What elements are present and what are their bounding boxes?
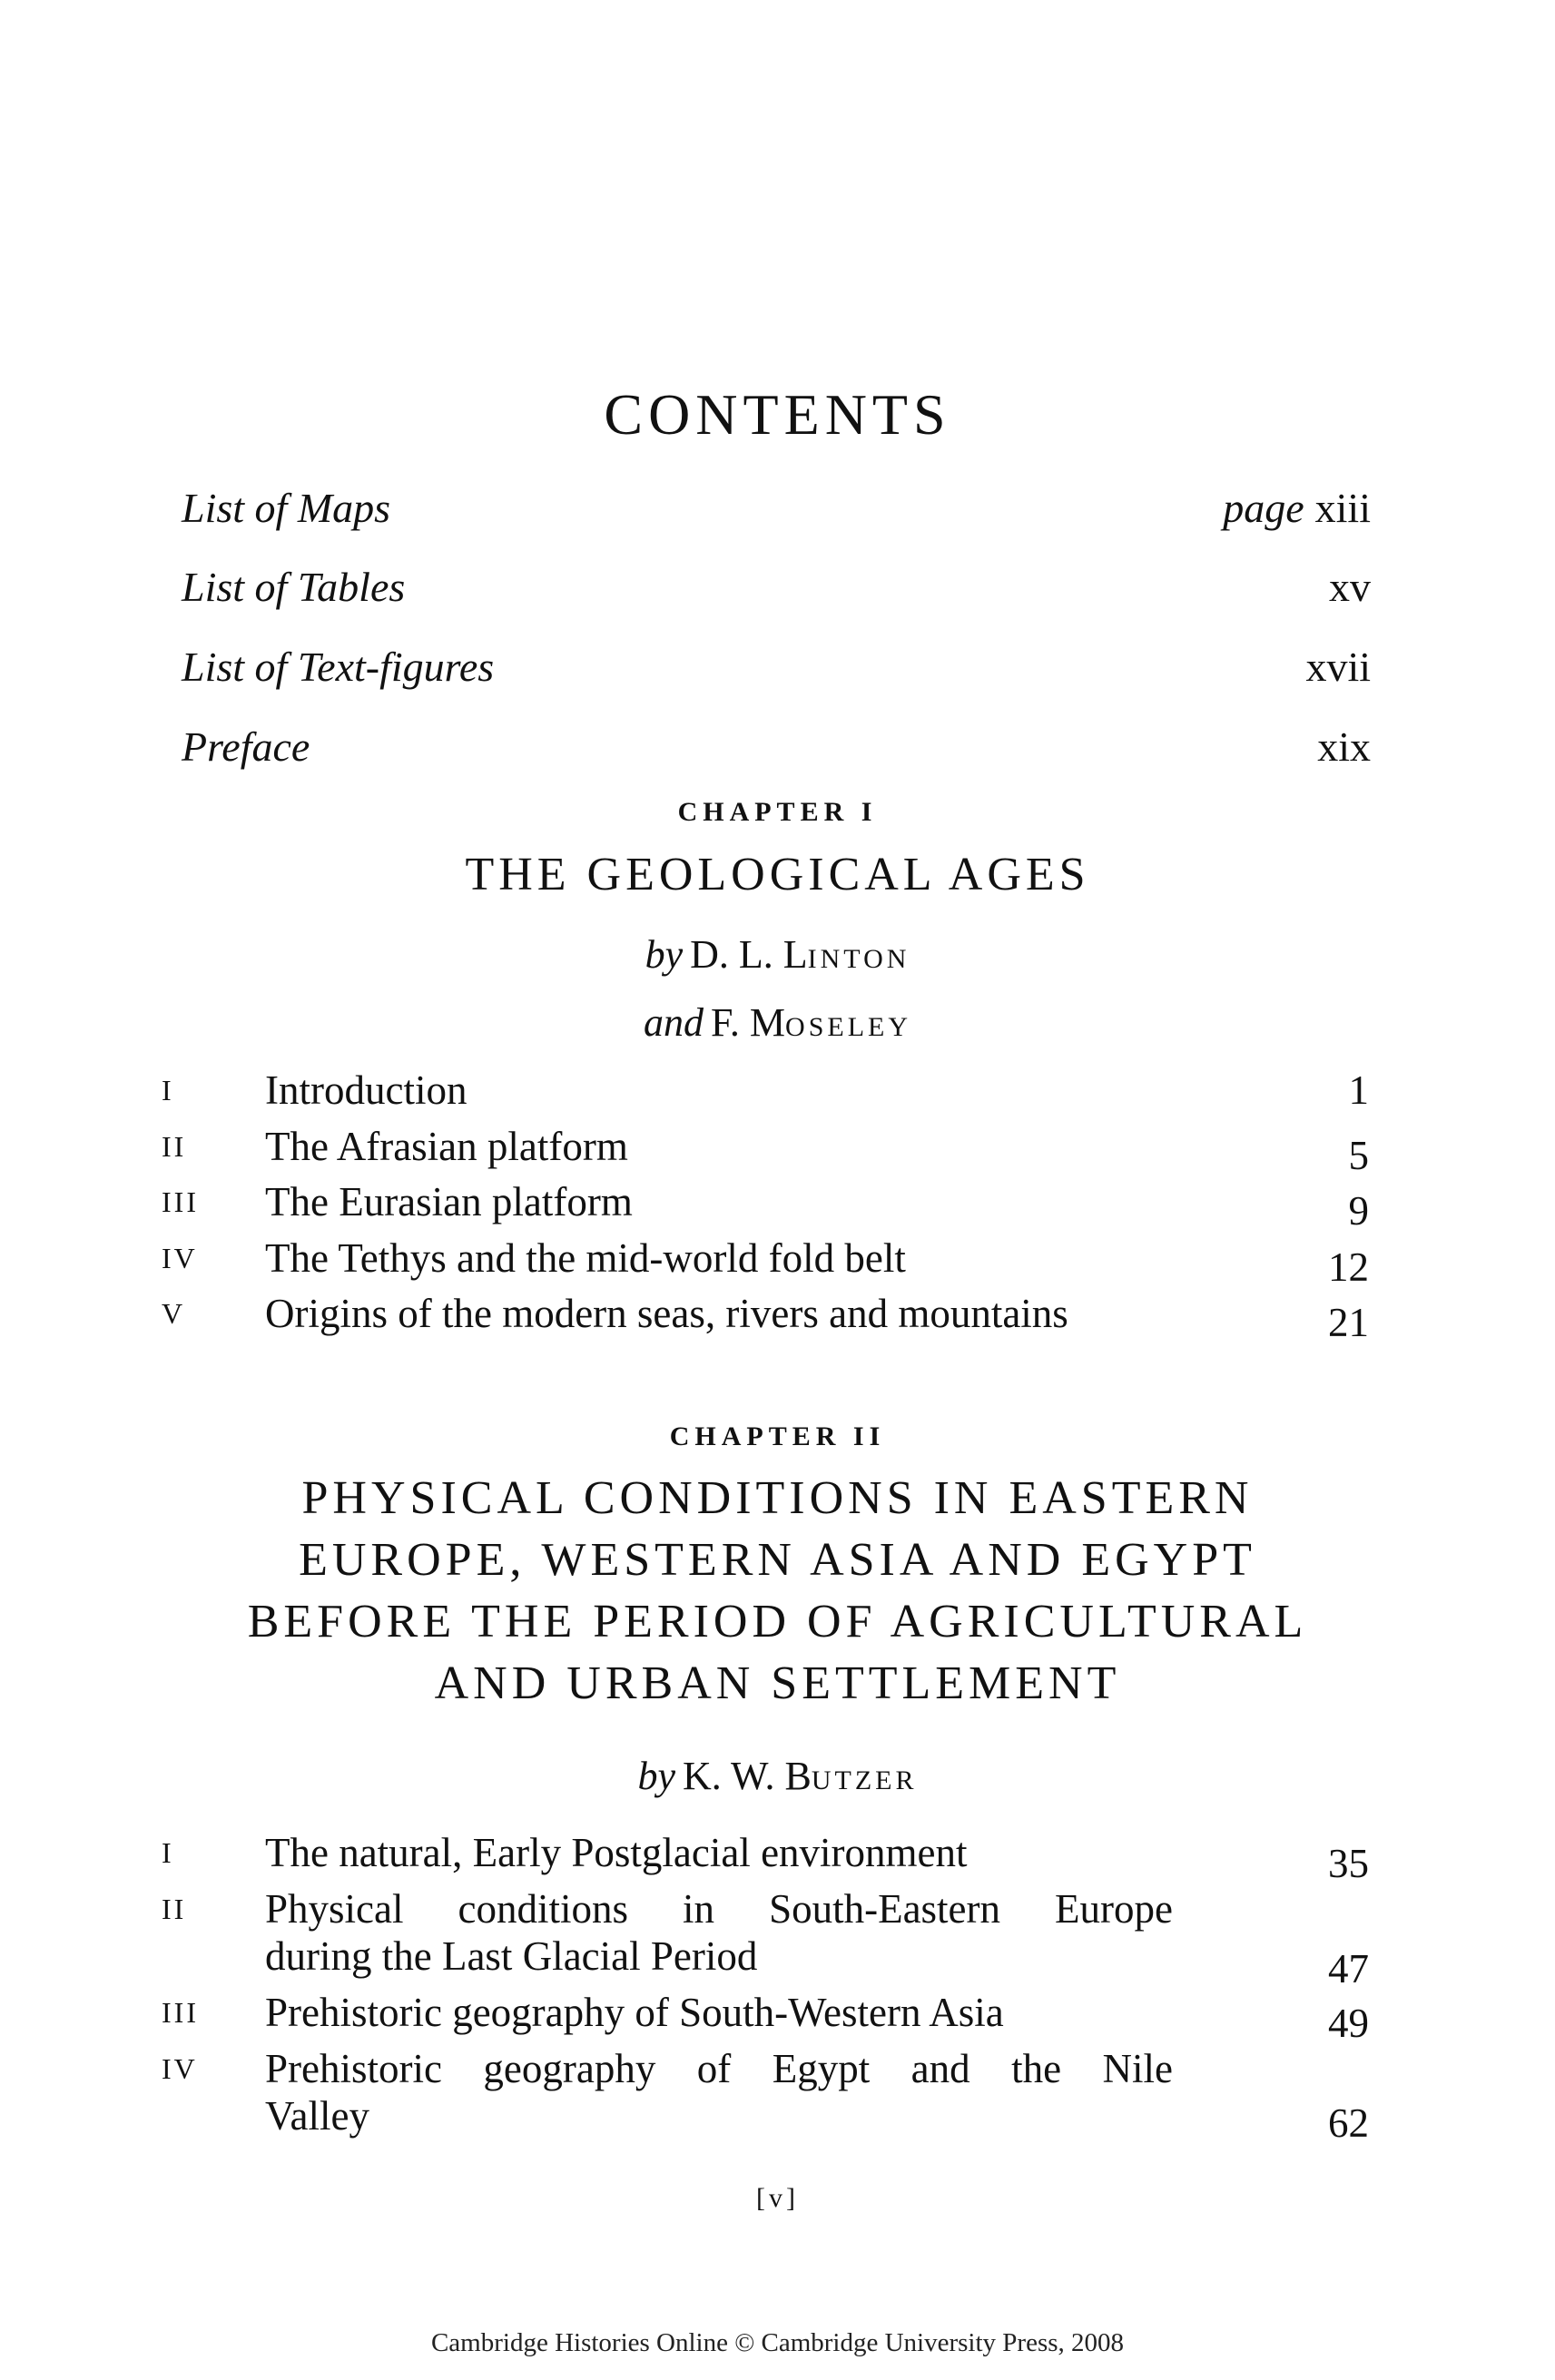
folio: [v] xyxy=(756,2183,799,2213)
author-initials: F. xyxy=(710,1000,740,1045)
section-title: Prehistoric geography of South-Western Asia xyxy=(265,1990,1004,2035)
section-number: III xyxy=(162,1185,199,1218)
front-matter-row xyxy=(182,720,1371,774)
author-prefix: and xyxy=(643,1000,704,1045)
section-page: 49 xyxy=(1328,2001,1369,2046)
front-matter-label: List of Maps xyxy=(182,485,391,531)
chapter-title-line: AND URBAN SETTLEMENT xyxy=(434,1657,1121,1709)
front-matter-row xyxy=(182,481,1371,536)
toc-entry xyxy=(162,1178,1369,1234)
section-number: I xyxy=(162,1836,174,1869)
section-page: 21 xyxy=(1328,1300,1369,1345)
chapter-author xyxy=(0,1756,1555,1796)
author-surname-rest: UTZER xyxy=(811,1765,918,1795)
section-page: 12 xyxy=(1328,1244,1369,1290)
section-title-line: during the Last Glacial Period xyxy=(265,1933,758,1979)
author-initials: K. W. xyxy=(683,1754,775,1798)
chapter-title-line: PHYSICAL CONDITIONS IN EASTERN xyxy=(301,1472,1254,1524)
toc-entry xyxy=(162,1829,1369,1886)
front-matter-page-number: xv xyxy=(1329,564,1371,610)
section-title: The natural, Early Postglacial environment xyxy=(265,1830,968,1875)
chapter-title xyxy=(0,1468,1555,1715)
section-number: IV xyxy=(162,2052,198,2085)
front-matter-page-number: xiii xyxy=(1314,485,1371,531)
contents-heading: CONTENTS xyxy=(604,382,951,447)
author-surname-initial: M xyxy=(749,1000,786,1045)
author-prefix: by xyxy=(645,932,684,977)
section-title-line: Prehistoric geography of Egypt and the Nile xyxy=(265,2046,1173,2091)
toc-entry xyxy=(162,2045,1369,2146)
section-title-line: Physical conditions in South-Eastern Europe xyxy=(265,1886,1173,1932)
front-matter-label: Preface xyxy=(182,723,310,770)
toc-entry xyxy=(162,1989,1369,2046)
section-title: Origins of the modern seas, rivers and mountains xyxy=(265,1291,1068,1336)
author-surname-rest: OSELEY xyxy=(785,1012,912,1042)
author-surname-initial: L xyxy=(782,932,808,977)
author-surname-initial: B xyxy=(784,1754,812,1798)
section-page: 5 xyxy=(1348,1133,1369,1178)
section-page: 35 xyxy=(1328,1841,1369,1886)
chapter-title xyxy=(0,844,1555,906)
chapter-label: CHAPTER II xyxy=(669,1421,886,1451)
section-number: II xyxy=(162,1893,187,1925)
toc-entry xyxy=(162,1123,1369,1178)
section-title-line: Valley xyxy=(265,2093,369,2139)
front-matter-row xyxy=(182,560,1371,615)
chapter-title-line: EUROPE, WESTERN ASIA AND EGYPT xyxy=(299,1534,1256,1586)
author-surname-rest: INTON xyxy=(807,944,910,974)
chapter-title-line: BEFORE THE PERIOD OF AGRICULTURAL xyxy=(247,1596,1308,1647)
front-matter-page-number: xvii xyxy=(1305,644,1371,690)
copyright-footer: Cambridge Histories Online © Cambridge University Press, 2008 xyxy=(430,2328,1125,2357)
section-title: The Tethys and the mid-world fold belt xyxy=(265,1235,906,1281)
section-page: 9 xyxy=(1348,1188,1369,1234)
chapter-title-line: THE GEOLOGICAL AGES xyxy=(465,849,1090,900)
section-title: Introduction xyxy=(265,1067,467,1113)
toc-entry xyxy=(162,1290,1369,1345)
section-number: III xyxy=(162,1996,199,2029)
section-number: II xyxy=(162,1130,187,1163)
toc-entry xyxy=(162,1067,1369,1114)
chapter-label: CHAPTER I xyxy=(677,797,878,827)
author-initials: D. L. xyxy=(690,932,773,977)
chapter-author xyxy=(0,1000,1555,1045)
toc-entry xyxy=(162,1885,1369,1992)
section-page: 62 xyxy=(1328,2100,1369,2146)
front-matter-label: List of Tables xyxy=(182,564,406,610)
toc-entry xyxy=(162,1234,1369,1290)
section-page: 47 xyxy=(1328,1946,1369,1992)
front-matter-label: List of Text-figures xyxy=(182,644,495,690)
page-word: page xyxy=(1223,485,1304,531)
section-title: The Eurasian platform xyxy=(265,1179,633,1224)
front-matter-row xyxy=(182,640,1371,694)
section-number: V xyxy=(162,1297,186,1330)
section-number: I xyxy=(162,1074,174,1106)
front-matter-page xyxy=(1223,481,1371,536)
section-title: The Afrasian platform xyxy=(265,1124,628,1169)
section-number: IV xyxy=(162,1242,198,1274)
front-matter-page-number: xix xyxy=(1317,723,1371,770)
section-page: 1 xyxy=(1348,1067,1369,1113)
author-prefix: by xyxy=(637,1754,676,1798)
chapter-author xyxy=(0,932,1555,977)
